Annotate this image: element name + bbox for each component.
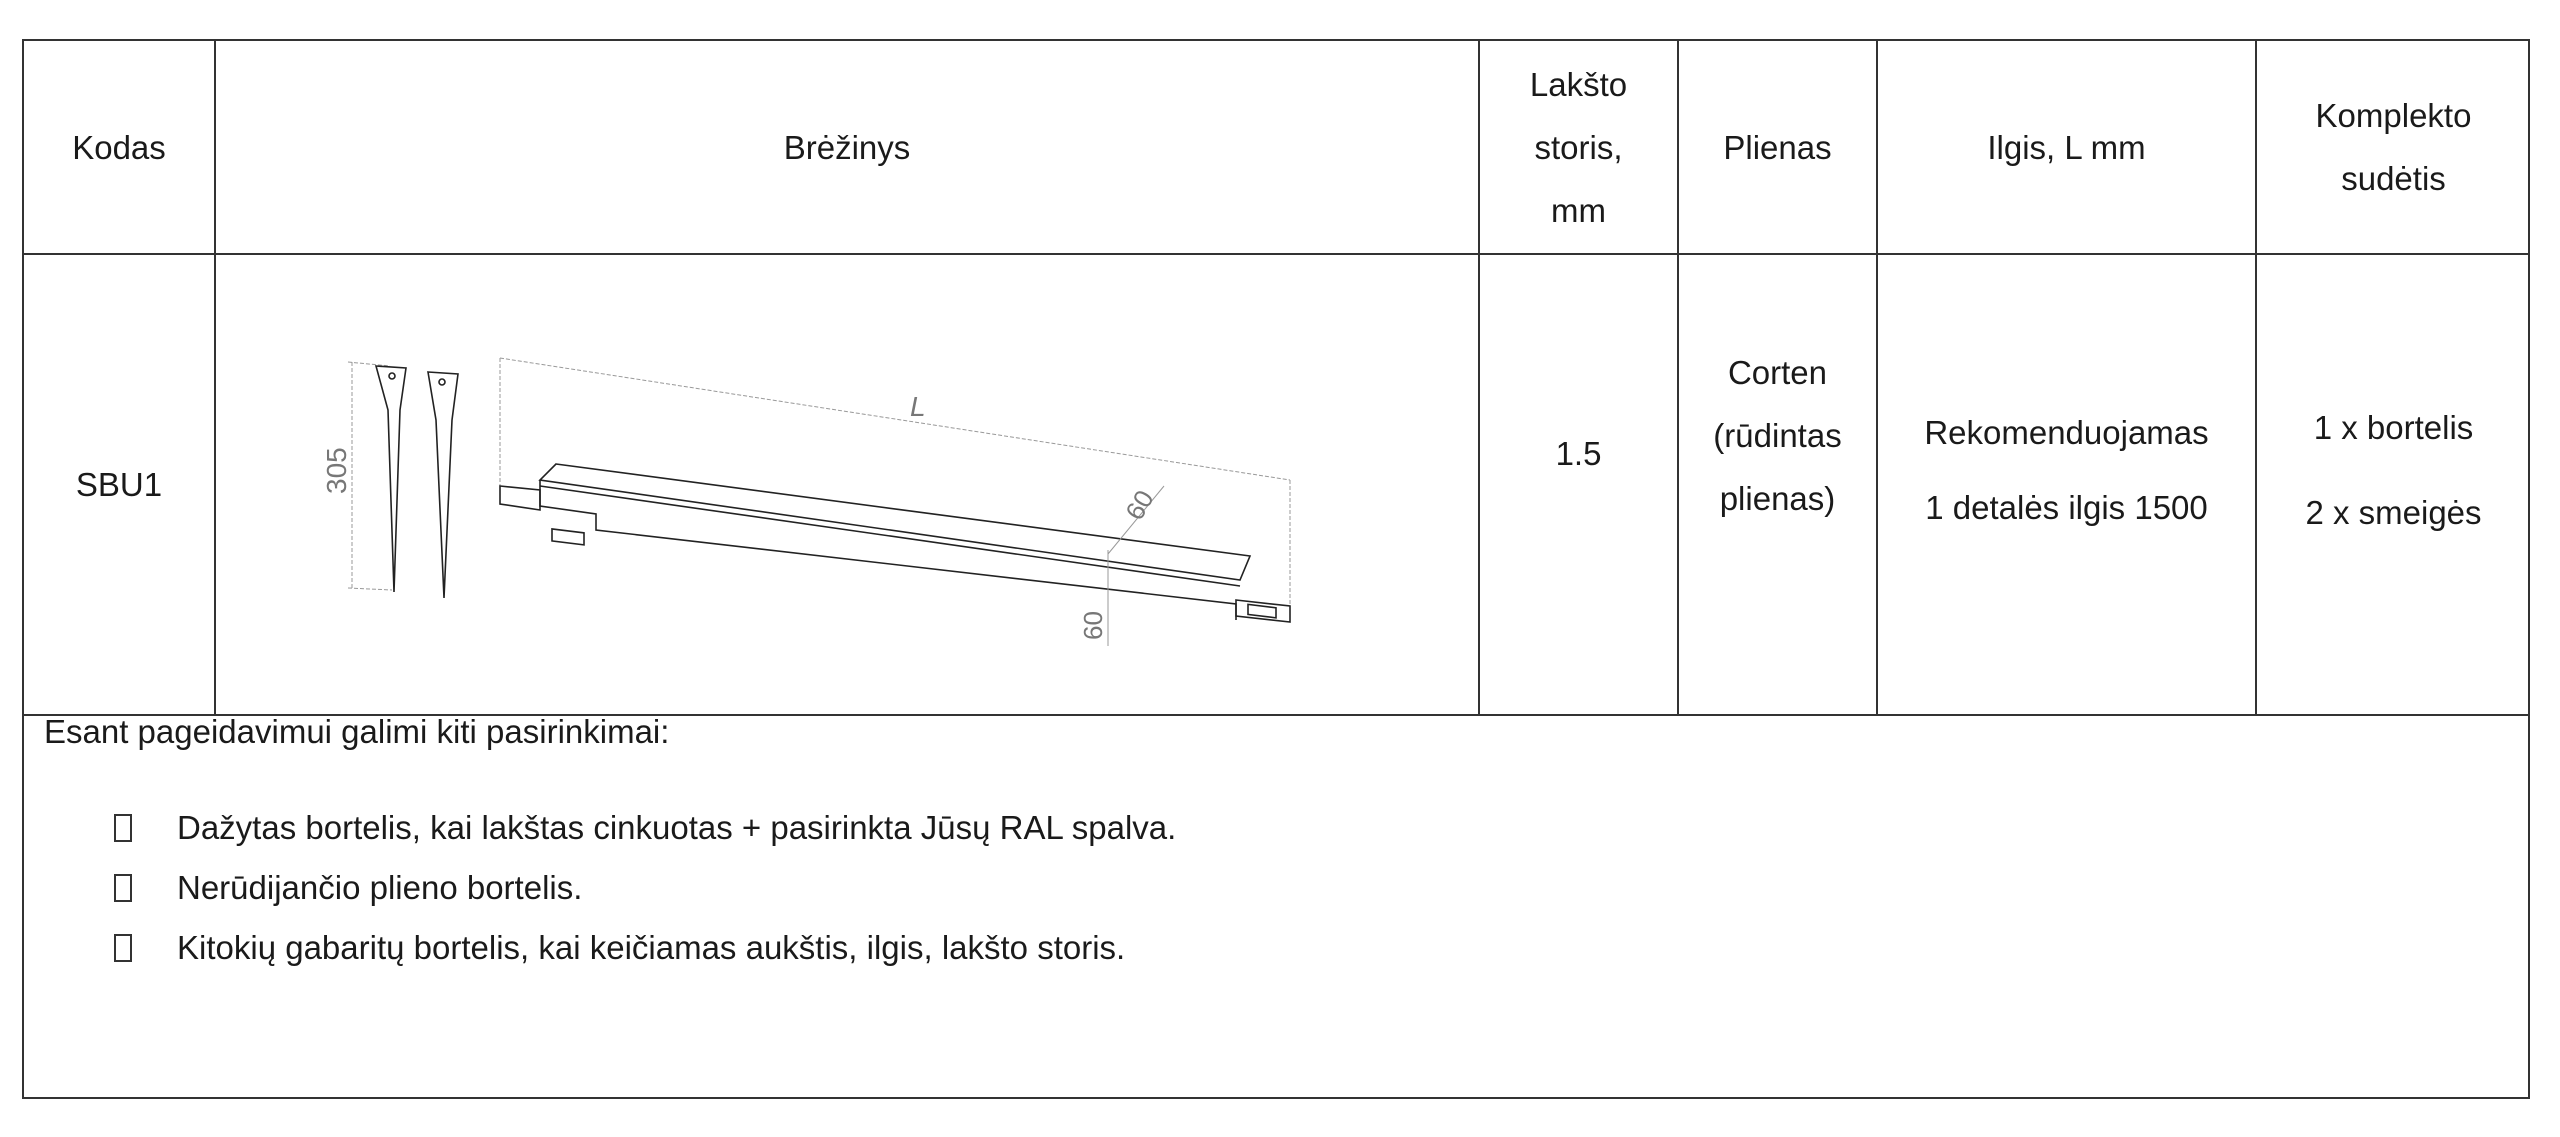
checkbox-icon — [114, 874, 132, 902]
row-steel — [1679, 255, 1876, 655]
steel-line: plienas) — [1719, 479, 1836, 517]
kit-line: 2 x smeigės — [2305, 494, 2482, 531]
option-label: Dažytas bortelis, kai lakštas cinkuotas + pasirinkta Jūsų RAL spalva. — [177, 809, 1177, 846]
steel-line: (rūdintas — [1713, 416, 1842, 454]
dimension-L-label: L — [910, 391, 926, 422]
header-steel: Plienas — [1723, 128, 1832, 166]
dimension-L — [500, 358, 1290, 620]
kit-line: 1 x bortelis — [2313, 409, 2474, 446]
header-thickness-line: storis, — [1534, 128, 1623, 166]
row-length — [1878, 255, 2255, 685]
row-code: SBU1 — [75, 466, 163, 503]
header-thickness-line: mm — [1551, 191, 1606, 229]
header-kit-line: Komplekto — [2315, 97, 2472, 134]
option-item — [114, 869, 582, 907]
dimension-305 — [348, 362, 392, 590]
dimension-60-label: 60 — [1078, 611, 1108, 640]
product-drawing — [300, 330, 1400, 660]
checkbox-icon — [114, 814, 132, 842]
header-code: Kodas — [72, 128, 166, 166]
header-drawing: Brėžinys — [783, 128, 911, 166]
header-thickness — [1480, 41, 1677, 253]
dimension-305-label: 305 — [321, 447, 352, 494]
row-thickness: 1.5 — [1555, 435, 1602, 472]
stake-icon — [376, 366, 406, 592]
checkbox-icon — [114, 934, 132, 962]
header-length: Ilgis, L mm — [1987, 128, 2146, 166]
stake-icon — [428, 372, 458, 598]
option-item — [114, 929, 1125, 967]
steel-line: Corten — [1727, 353, 1828, 391]
dimension-60-label: 60 — [1119, 484, 1160, 525]
length-line: Rekomenduojamas — [1924, 414, 2209, 451]
option-item — [114, 809, 1176, 847]
option-label: Nerūdijančio plieno bortelis. — [177, 869, 583, 906]
option-label: Kitokių gabaritų bortelis, kai keičiamas aukštis, ilgis, lakšto storis. — [177, 929, 1126, 966]
header-kit-line: sudėtis — [2341, 160, 2446, 197]
options-intro: Esant pageidavimui galimi kiti pasirinkimai: — [44, 713, 670, 750]
border-profile — [500, 464, 1290, 622]
header-kit — [2257, 41, 2530, 253]
row-kit — [2257, 255, 2530, 685]
length-line: 1 detalės ilgis 1500 — [1925, 489, 2208, 526]
header-thickness-line: Lakšto — [1529, 65, 1628, 103]
